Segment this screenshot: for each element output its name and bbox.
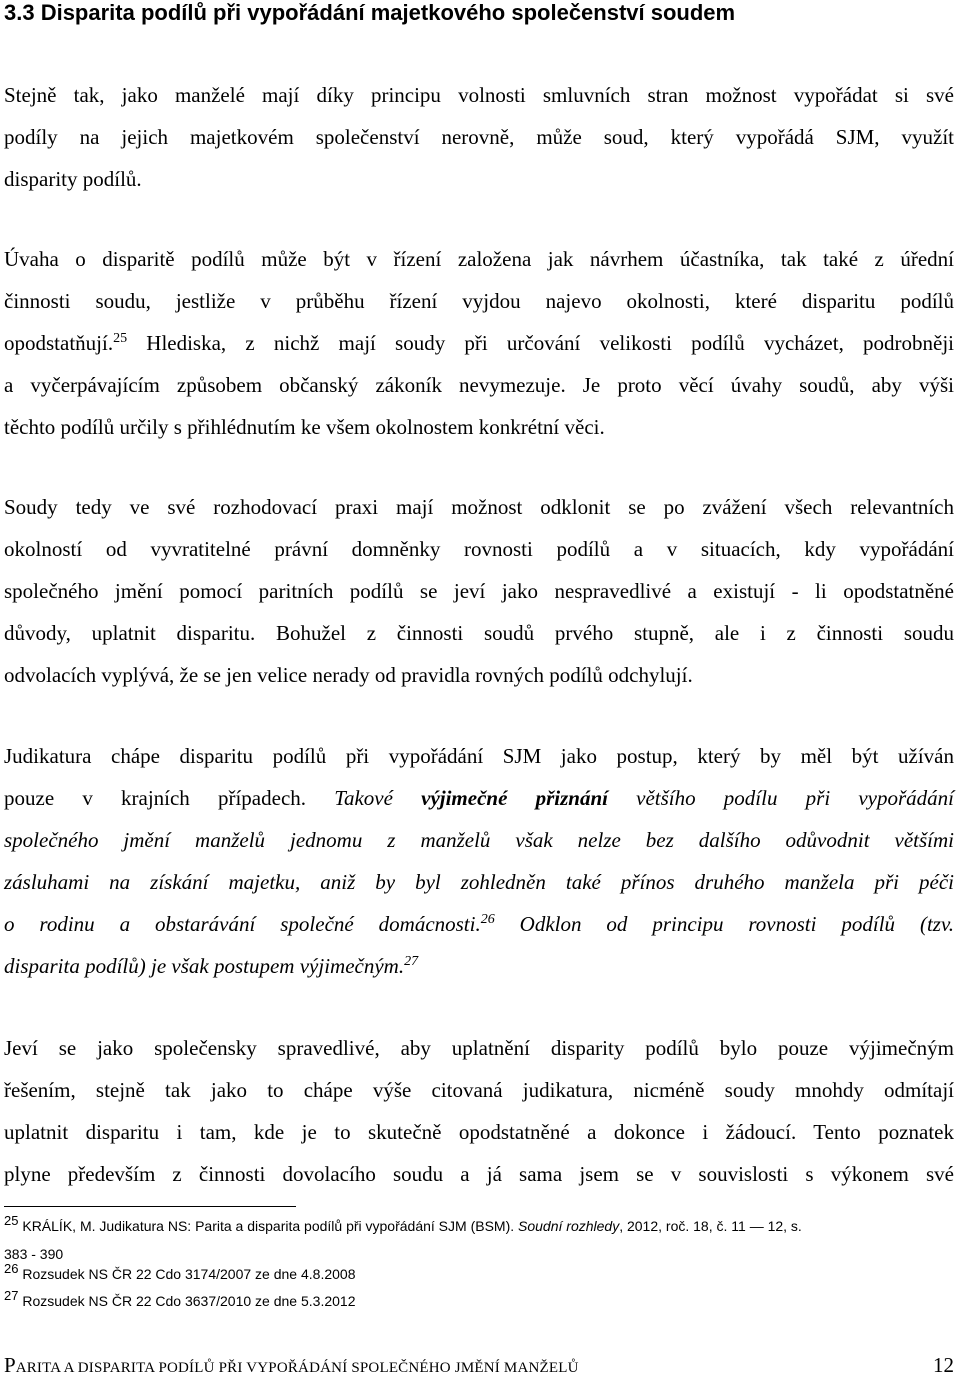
section-heading: 3.3 Disparita podílů při vypořádání majetkového společenství soudem (4, 0, 736, 25)
footnote-text: Rozsudek NS ČR 22 Cdo 3174/2007 ze dne 4.8.2008 (18, 1266, 356, 1282)
footer-title-rest: ARITA A DISPARITA PODÍLŮ PŘI VYPOŘÁDÁNÍ SPOLEČNÉHO JMĚNÍ MANŽELŮ (15, 1360, 579, 1376)
journal-title: Soudní rozhledy (518, 1218, 620, 1234)
text-line (4, 322, 954, 364)
footnote-text: KRÁLÍK, M. Judikatura NS: Parita a disparita podílů při vypořádání SJM (BSM). (18, 1218, 519, 1234)
text-run: o rodinu a obstarávání společné domácnosti. (4, 912, 481, 936)
text-line: společného jmění manželů jednomu z manželů však nelze bez dalšího odůvodnit většími (4, 828, 954, 852)
page-number: 12 (933, 1353, 954, 1377)
paragraph-1 (4, 74, 954, 200)
text-line: a vyčerpávajícím způsobem občanský zákoník nevymezuje. Je proto věcí úvahy soudů, aby výši (4, 373, 954, 397)
footnote-26 (4, 1261, 954, 1283)
text-line: podíly na jejich majetkovém společenství nerovně, může soud, který vypořádá SJM, využít (4, 125, 954, 149)
paragraph-3 (4, 486, 954, 696)
footnote-separator (4, 1206, 296, 1207)
text-run: pouze v krajních případech. (4, 786, 335, 810)
text-run: Odklon od principu rovnosti podílů (tzv. (494, 912, 954, 936)
text-line: činnosti soudu, jestliže v průběhu řízení vyjdou najevo okolnosti, které disparitu podílů (4, 289, 954, 313)
footnote-ref-25[interactable]: 25 (113, 331, 128, 346)
text-line: Stejně tak, jako manželé mají díky principu volnosti smluvních stran možnost vypořádat si své (4, 83, 954, 107)
italic-run: Takové (334, 786, 422, 810)
text-line (4, 903, 954, 945)
bold-italic-run: výjimečné přiznání (421, 786, 608, 810)
footnote-text: , 2012, roč. 18, č. 11 — 12, s. (619, 1218, 802, 1234)
text-line: disparity podílů. (4, 167, 142, 191)
text-line: důvody, uplatnit disparitu. Bohužel z činnosti soudů prvého stupně, ale i z činnosti soudu (4, 621, 954, 645)
text-run: opodstatňují. (4, 331, 114, 355)
footer-title (4, 1353, 579, 1377)
text-line: Úvaha o disparitě podílů může být v řízení založena jak návrhem účastníka, tak také z úřední (4, 247, 954, 271)
italic-run: většího podílu při vypořádání (607, 786, 954, 810)
footnote-text: Rozsudek NS ČR 22 Cdo 3637/2010 ze dne 5.3.2012 (18, 1293, 356, 1309)
text-line (4, 945, 954, 987)
footnote-25-continued: 383 - 390 (4, 1246, 64, 1262)
footnote-25 (4, 1213, 954, 1235)
text-line: společného jmění pomocí paritních podílů se jeví jako nespravedlivé a existují - li opodstatněné (4, 579, 954, 603)
footnote-ref-27[interactable]: 27 (404, 954, 419, 969)
paragraph-4 (4, 735, 954, 987)
text-line: plyne především z činnosti dovolacího soudu a já sama jsem se v souvislosti s výkonem své (4, 1162, 954, 1186)
footnote-ref-26[interactable]: 26 (480, 912, 495, 927)
text-line: Soudy tedy ve své rozhodovací praxi mají možnost odklonit se po zvážení všech relevantních (4, 495, 954, 519)
footnote-number: 27 (4, 1288, 19, 1303)
text-run: disparita podílů) je však postupem výjimečným. (4, 954, 405, 978)
footnote-number: 26 (4, 1261, 19, 1276)
text-line: těchto podílů určily s přihlédnutím ke všem okolnostem konkrétní věci. (4, 415, 605, 439)
text-line: zásluhami na získání majetku, aniž by byl zohledněn také přínos druhého manžela při péči (4, 870, 954, 894)
text-line: řešením, stejně tak jako to chápe výše citovaná judikatura, nicméně soudy mnohdy odmítají (4, 1078, 954, 1102)
paragraph-5 (4, 1027, 954, 1195)
text-line (4, 777, 954, 819)
text-line: uplatnit disparitu i tam, kde je to skutečně opodstatněné a dokonce i žádoucí. Tento poznatek (4, 1120, 954, 1144)
text-line: Judikatura chápe disparitu podílů při vypořádání SJM jako postup, který by měl být užíván (4, 744, 954, 768)
page-footer (4, 1352, 954, 1381)
footer-title-initial: P (4, 1353, 16, 1377)
text-run: Hlediska, z nichž mají soudy při určování velikosti podílů vycházet, podrobněji (127, 331, 954, 355)
footnote-27 (4, 1288, 954, 1310)
text-line: Jeví se jako společensky spravedlivé, aby uplatnění disparity podílů bylo pouze výjimečným (4, 1036, 954, 1060)
text-line: okolností od vyvratitelné právní domněnky rovnosti podílů a v situacích, kdy vypořádání (4, 537, 954, 561)
text-line: odvolacích vyplývá, že se jen velice nerady od pravidla rovných podílů odchylují. (4, 663, 693, 687)
paragraph-2 (4, 238, 954, 448)
footnote-number: 25 (4, 1213, 19, 1228)
